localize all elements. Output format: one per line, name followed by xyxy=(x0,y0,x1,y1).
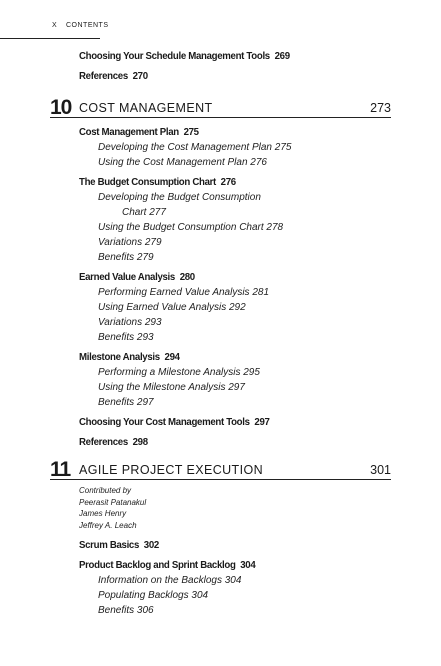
toc-section-entry[interactable] xyxy=(79,125,366,140)
toc-subsection-entry[interactable]: Using the Cost Management Plan 276 xyxy=(98,157,267,168)
toc-section-entry[interactable] xyxy=(79,558,366,573)
chapter-10-entries xyxy=(79,125,391,450)
toc-subsection-entry[interactable]: Using the Budget Consumption Chart 278 xyxy=(98,222,284,233)
contributed-by-label: Contributed by xyxy=(79,486,132,495)
page-number: X xyxy=(52,22,58,29)
contributors xyxy=(79,485,391,531)
section-page: 297 xyxy=(254,416,270,428)
toc-subsection-entry[interactable]: Developing the Budget Consumption xyxy=(98,192,261,203)
chapter-title: COST MANAGEMENT xyxy=(79,101,213,115)
toc-subsection-entry[interactable]: Chart 277 xyxy=(122,207,166,218)
contributor-name: James Henry xyxy=(79,509,127,518)
running-header xyxy=(0,22,109,39)
toc-subsection-entry[interactable]: Performing a Milestone Analysis 295 xyxy=(98,367,260,378)
toc-subsection-entry[interactable]: Benefits 279 xyxy=(98,252,154,263)
chapter-page: 301 xyxy=(370,463,391,477)
section-page: 302 xyxy=(143,539,159,551)
section-title: References xyxy=(79,436,128,448)
section-title: Scrum Basics xyxy=(79,539,140,551)
toc-section-entry[interactable] xyxy=(79,175,366,190)
section-page: 298 xyxy=(132,436,148,448)
chapter-heading[interactable] xyxy=(50,97,391,118)
chapter-number: 10 xyxy=(50,96,72,119)
section-title: Cost Management Plan xyxy=(79,126,179,138)
section-page: 276 xyxy=(220,176,236,188)
contributor-name: Peerasit Patanakul xyxy=(79,497,147,507)
toc-subsection-entry[interactable]: Benefits 306 xyxy=(98,605,154,616)
contributor-name: Jeffrey A. Leach xyxy=(79,520,137,530)
chapter-page: 273 xyxy=(370,101,391,115)
section-title: Earned Value Analysis xyxy=(79,271,175,283)
toc-subsection-entry[interactable]: Developing the Cost Management Plan 275 xyxy=(98,142,292,153)
toc-subsection-entry[interactable]: Benefits 297 xyxy=(98,397,154,408)
toc-subsection-entry[interactable]: Benefits 293 xyxy=(98,332,154,343)
toc-subsection-entry[interactable]: Variations 279 xyxy=(98,237,162,248)
section-page: 294 xyxy=(164,351,180,363)
toc-subsection-entry[interactable]: Performing Earned Value Analysis 281 xyxy=(98,287,270,298)
pre-entries xyxy=(79,49,391,84)
toc-section-entry[interactable] xyxy=(79,415,366,430)
toc-subsection-entry[interactable]: Using the Milestone Analysis 297 xyxy=(98,382,245,393)
toc-subsection-entry[interactable]: Information on the Backlogs 304 xyxy=(98,575,242,586)
section-title: Product Backlog and Sprint Backlog xyxy=(79,559,236,571)
running-head-title: CONTENTS xyxy=(66,22,109,29)
section-title: The Budget Consumption Chart xyxy=(79,176,216,188)
section-page: 275 xyxy=(183,126,199,138)
toc-subsection-entry[interactable]: Variations 293 xyxy=(98,317,162,328)
section-page: 280 xyxy=(179,271,195,283)
chapter-11-entries xyxy=(79,538,391,618)
toc-section-entry[interactable]: Choosing Your Schedule Management Tools 269 xyxy=(79,50,290,62)
chapter-title: AGILE PROJECT EXECUTION xyxy=(79,463,264,477)
toc-section-entry[interactable] xyxy=(79,538,366,553)
toc-subsection-entry[interactable]: Populating Backlogs 304 xyxy=(98,590,209,601)
toc-section-entry[interactable] xyxy=(79,350,366,365)
toc-section-entry[interactable] xyxy=(79,435,366,450)
chapter-heading[interactable] xyxy=(50,459,391,480)
section-title: Choosing Your Cost Management Tools xyxy=(79,416,250,428)
toc-subsection-entry[interactable]: Using Earned Value Analysis 292 xyxy=(98,302,246,313)
toc-section-entry[interactable]: References 270 xyxy=(79,70,148,82)
section-page: 304 xyxy=(240,559,256,571)
chapter-number: 11 xyxy=(50,458,71,481)
toc-section-entry[interactable] xyxy=(79,270,366,285)
section-title: Milestone Analysis xyxy=(79,351,160,363)
